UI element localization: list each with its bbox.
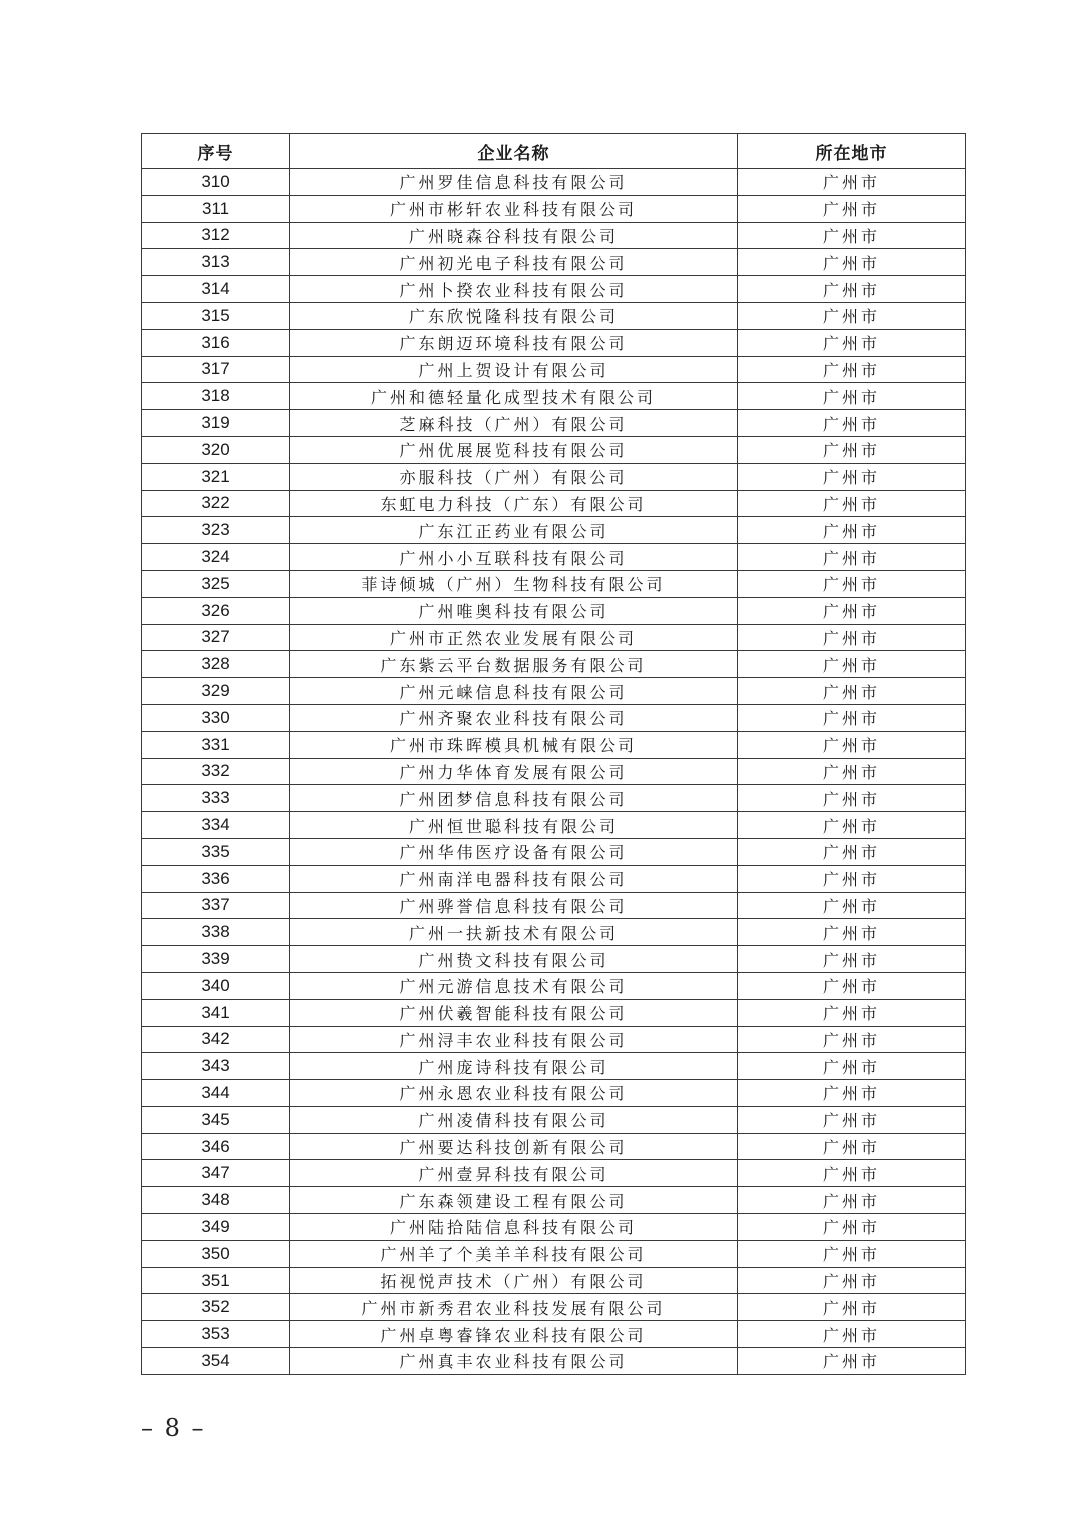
row-company-name: 广州力华体育发展有限公司 <box>290 758 738 785</box>
row-index: 333 <box>142 785 290 812</box>
row-index: 329 <box>142 678 290 705</box>
table-row <box>142 1053 966 1080</box>
row-city: 广州市 <box>738 731 966 758</box>
row-company-name: 广州南洋电器科技有限公司 <box>290 865 738 892</box>
row-company-name: 广州市新秀君农业科技发展有限公司 <box>290 1294 738 1321</box>
row-index: 353 <box>142 1321 290 1348</box>
row-company-name: 广州卜揆农业科技有限公司 <box>290 276 738 303</box>
row-company-name: 广州元崃信息科技有限公司 <box>290 678 738 705</box>
row-city: 广州市 <box>738 651 966 678</box>
row-city: 广州市 <box>738 946 966 973</box>
table-row <box>142 946 966 973</box>
row-index: 328 <box>142 651 290 678</box>
row-city: 广州市 <box>738 785 966 812</box>
row-index: 350 <box>142 1240 290 1267</box>
row-city: 广州市 <box>738 463 966 490</box>
row-company-name: 广东紫云平台数据服务有限公司 <box>290 651 738 678</box>
table-row <box>142 812 966 839</box>
row-company-name: 广州卓粤睿锋农业科技有限公司 <box>290 1321 738 1348</box>
row-city: 广州市 <box>738 517 966 544</box>
table-row <box>142 356 966 383</box>
table-row <box>142 892 966 919</box>
row-city: 广州市 <box>738 436 966 463</box>
row-company-name: 广州恒世聪科技有限公司 <box>290 812 738 839</box>
row-company-name: 广州陆拾陆信息科技有限公司 <box>290 1214 738 1241</box>
row-city: 广州市 <box>738 838 966 865</box>
row-index: 338 <box>142 919 290 946</box>
row-company-name: 广州市彬轩农业科技有限公司 <box>290 195 738 222</box>
row-company-name: 广州要达科技创新有限公司 <box>290 1133 738 1160</box>
row-company-name: 广州唯奥科技有限公司 <box>290 597 738 624</box>
row-company-name: 广州羊了个美羊羊科技有限公司 <box>290 1240 738 1267</box>
header-row <box>142 134 966 169</box>
row-company-name: 广东江正药业有限公司 <box>290 517 738 544</box>
table-row <box>142 517 966 544</box>
row-company-name: 广东森领建设工程有限公司 <box>290 1187 738 1214</box>
row-index: 324 <box>142 544 290 571</box>
table-row <box>142 865 966 892</box>
table-row <box>142 972 966 999</box>
row-company-name: 广州市珠晖模具机械有限公司 <box>290 731 738 758</box>
table-row <box>142 302 966 329</box>
row-city: 广州市 <box>738 356 966 383</box>
row-company-name: 广州真丰农业科技有限公司 <box>290 1348 738 1375</box>
header-company: 企业名称 <box>290 134 738 169</box>
row-index: 317 <box>142 356 290 383</box>
row-company-name: 菲诗倾城（广州）生物科技有限公司 <box>290 570 738 597</box>
row-index: 352 <box>142 1294 290 1321</box>
table-row <box>142 731 966 758</box>
row-index: 339 <box>142 946 290 973</box>
row-company-name: 广州团梦信息科技有限公司 <box>290 785 738 812</box>
table-row <box>142 1133 966 1160</box>
table-row <box>142 999 966 1026</box>
table-row <box>142 1026 966 1053</box>
row-city: 广州市 <box>738 1321 966 1348</box>
row-index: 346 <box>142 1133 290 1160</box>
table-row <box>142 410 966 437</box>
row-index: 334 <box>142 812 290 839</box>
row-company-name: 广州和德轻量化成型技术有限公司 <box>290 383 738 410</box>
table-row <box>142 222 966 249</box>
row-company-name: 广州永恩农业科技有限公司 <box>290 1080 738 1107</box>
row-index: 319 <box>142 410 290 437</box>
row-company-name: 广州小小互联科技有限公司 <box>290 544 738 571</box>
table-row <box>142 678 966 705</box>
row-index: 351 <box>142 1267 290 1294</box>
table-row <box>142 1240 966 1267</box>
row-city: 广州市 <box>738 812 966 839</box>
row-city: 广州市 <box>738 1240 966 1267</box>
row-city: 广州市 <box>738 624 966 651</box>
row-index: 344 <box>142 1080 290 1107</box>
table-row <box>142 544 966 571</box>
header-index: 序号 <box>142 134 290 169</box>
table-row <box>142 838 966 865</box>
table-row <box>142 329 966 356</box>
row-city: 广州市 <box>738 1106 966 1133</box>
table-body <box>142 169 966 1375</box>
row-index: 348 <box>142 1187 290 1214</box>
row-index: 323 <box>142 517 290 544</box>
row-company-name: 广州华伟医疗设备有限公司 <box>290 838 738 865</box>
table-row <box>142 1160 966 1187</box>
page-number: – 8 – <box>141 1414 206 1442</box>
row-city: 广州市 <box>738 1348 966 1375</box>
row-city: 广州市 <box>738 544 966 571</box>
row-company-name: 广州初光电子科技有限公司 <box>290 249 738 276</box>
row-company-name: 拓视悦声技术（广州）有限公司 <box>290 1267 738 1294</box>
row-city: 广州市 <box>738 678 966 705</box>
row-index: 315 <box>142 302 290 329</box>
table-row <box>142 570 966 597</box>
row-company-name: 广州浔丰农业科技有限公司 <box>290 1026 738 1053</box>
row-company-name: 广州一扶新技术有限公司 <box>290 919 738 946</box>
table-row <box>142 169 966 196</box>
row-company-name: 广州优展展览科技有限公司 <box>290 436 738 463</box>
table-row <box>142 383 966 410</box>
header-city: 所在地市 <box>738 134 966 169</box>
table-row <box>142 490 966 517</box>
company-list-sheet <box>141 133 965 1375</box>
row-company-name: 广州元游信息技术有限公司 <box>290 972 738 999</box>
row-index: 322 <box>142 490 290 517</box>
row-index: 347 <box>142 1160 290 1187</box>
row-city: 广州市 <box>738 490 966 517</box>
row-index: 335 <box>142 838 290 865</box>
row-index: 341 <box>142 999 290 1026</box>
table-row <box>142 1294 966 1321</box>
row-index: 327 <box>142 624 290 651</box>
table-row <box>142 758 966 785</box>
row-company-name: 广州上贺设计有限公司 <box>290 356 738 383</box>
row-index: 320 <box>142 436 290 463</box>
row-city: 广州市 <box>738 1080 966 1107</box>
row-index: 325 <box>142 570 290 597</box>
row-index: 349 <box>142 1214 290 1241</box>
row-city: 广州市 <box>738 249 966 276</box>
table-row <box>142 1214 966 1241</box>
row-city: 广州市 <box>738 597 966 624</box>
row-city: 广州市 <box>738 410 966 437</box>
row-index: 354 <box>142 1348 290 1375</box>
table-row <box>142 624 966 651</box>
table-row <box>142 436 966 463</box>
row-company-name: 广州市正然农业发展有限公司 <box>290 624 738 651</box>
row-index: 321 <box>142 463 290 490</box>
row-company-name: 东虹电力科技（广东）有限公司 <box>290 490 738 517</box>
row-city: 广州市 <box>738 919 966 946</box>
row-city: 广州市 <box>738 195 966 222</box>
row-index: 326 <box>142 597 290 624</box>
row-company-name: 亦服科技（广州）有限公司 <box>290 463 738 490</box>
row-index: 342 <box>142 1026 290 1053</box>
table-row <box>142 1321 966 1348</box>
row-city: 广州市 <box>738 758 966 785</box>
row-index: 316 <box>142 329 290 356</box>
row-city: 广州市 <box>738 1026 966 1053</box>
row-city: 广州市 <box>738 704 966 731</box>
row-city: 广州市 <box>738 329 966 356</box>
row-company-name: 广州贽文科技有限公司 <box>290 946 738 973</box>
row-city: 广州市 <box>738 1053 966 1080</box>
row-index: 337 <box>142 892 290 919</box>
row-city: 广州市 <box>738 383 966 410</box>
table-header <box>142 134 966 169</box>
row-index: 313 <box>142 249 290 276</box>
row-index: 336 <box>142 865 290 892</box>
row-company-name: 广州齐聚农业科技有限公司 <box>290 704 738 731</box>
row-city: 广州市 <box>738 302 966 329</box>
table-row <box>142 597 966 624</box>
row-city: 广州市 <box>738 1294 966 1321</box>
table-row <box>142 463 966 490</box>
company-table <box>141 133 966 1375</box>
row-index: 310 <box>142 169 290 196</box>
table-row <box>142 1348 966 1375</box>
row-index: 332 <box>142 758 290 785</box>
row-city: 广州市 <box>738 222 966 249</box>
row-index: 340 <box>142 972 290 999</box>
table-row <box>142 276 966 303</box>
row-city: 广州市 <box>738 276 966 303</box>
table-row <box>142 1106 966 1133</box>
row-company-name: 广州晓森谷科技有限公司 <box>290 222 738 249</box>
row-company-name: 广州壹昇科技有限公司 <box>290 1160 738 1187</box>
row-index: 312 <box>142 222 290 249</box>
row-index: 345 <box>142 1106 290 1133</box>
table-row <box>142 651 966 678</box>
row-city: 广州市 <box>738 1187 966 1214</box>
row-city: 广州市 <box>738 1160 966 1187</box>
row-company-name: 广州庞诗科技有限公司 <box>290 1053 738 1080</box>
row-company-name: 广州罗佳信息科技有限公司 <box>290 169 738 196</box>
table-row <box>142 249 966 276</box>
row-company-name: 广东朗迈环境科技有限公司 <box>290 329 738 356</box>
row-company-name: 广州骅誉信息科技有限公司 <box>290 892 738 919</box>
row-company-name: 广州凌倩科技有限公司 <box>290 1106 738 1133</box>
table-row <box>142 785 966 812</box>
row-index: 311 <box>142 195 290 222</box>
row-index: 331 <box>142 731 290 758</box>
row-city: 广州市 <box>738 169 966 196</box>
row-city: 广州市 <box>738 1267 966 1294</box>
row-city: 广州市 <box>738 892 966 919</box>
table-row <box>142 1267 966 1294</box>
row-city: 广州市 <box>738 1214 966 1241</box>
table-row <box>142 1080 966 1107</box>
row-company-name: 广州伏羲智能科技有限公司 <box>290 999 738 1026</box>
row-index: 318 <box>142 383 290 410</box>
table-row <box>142 919 966 946</box>
row-company-name: 广东欣悦隆科技有限公司 <box>290 302 738 329</box>
row-company-name: 芝麻科技（广州）有限公司 <box>290 410 738 437</box>
row-city: 广州市 <box>738 999 966 1026</box>
row-index: 343 <box>142 1053 290 1080</box>
row-city: 广州市 <box>738 570 966 597</box>
table-row <box>142 195 966 222</box>
table-row <box>142 704 966 731</box>
row-city: 广州市 <box>738 972 966 999</box>
row-index: 314 <box>142 276 290 303</box>
row-city: 广州市 <box>738 1133 966 1160</box>
row-city: 广州市 <box>738 865 966 892</box>
table-row <box>142 1187 966 1214</box>
row-index: 330 <box>142 704 290 731</box>
